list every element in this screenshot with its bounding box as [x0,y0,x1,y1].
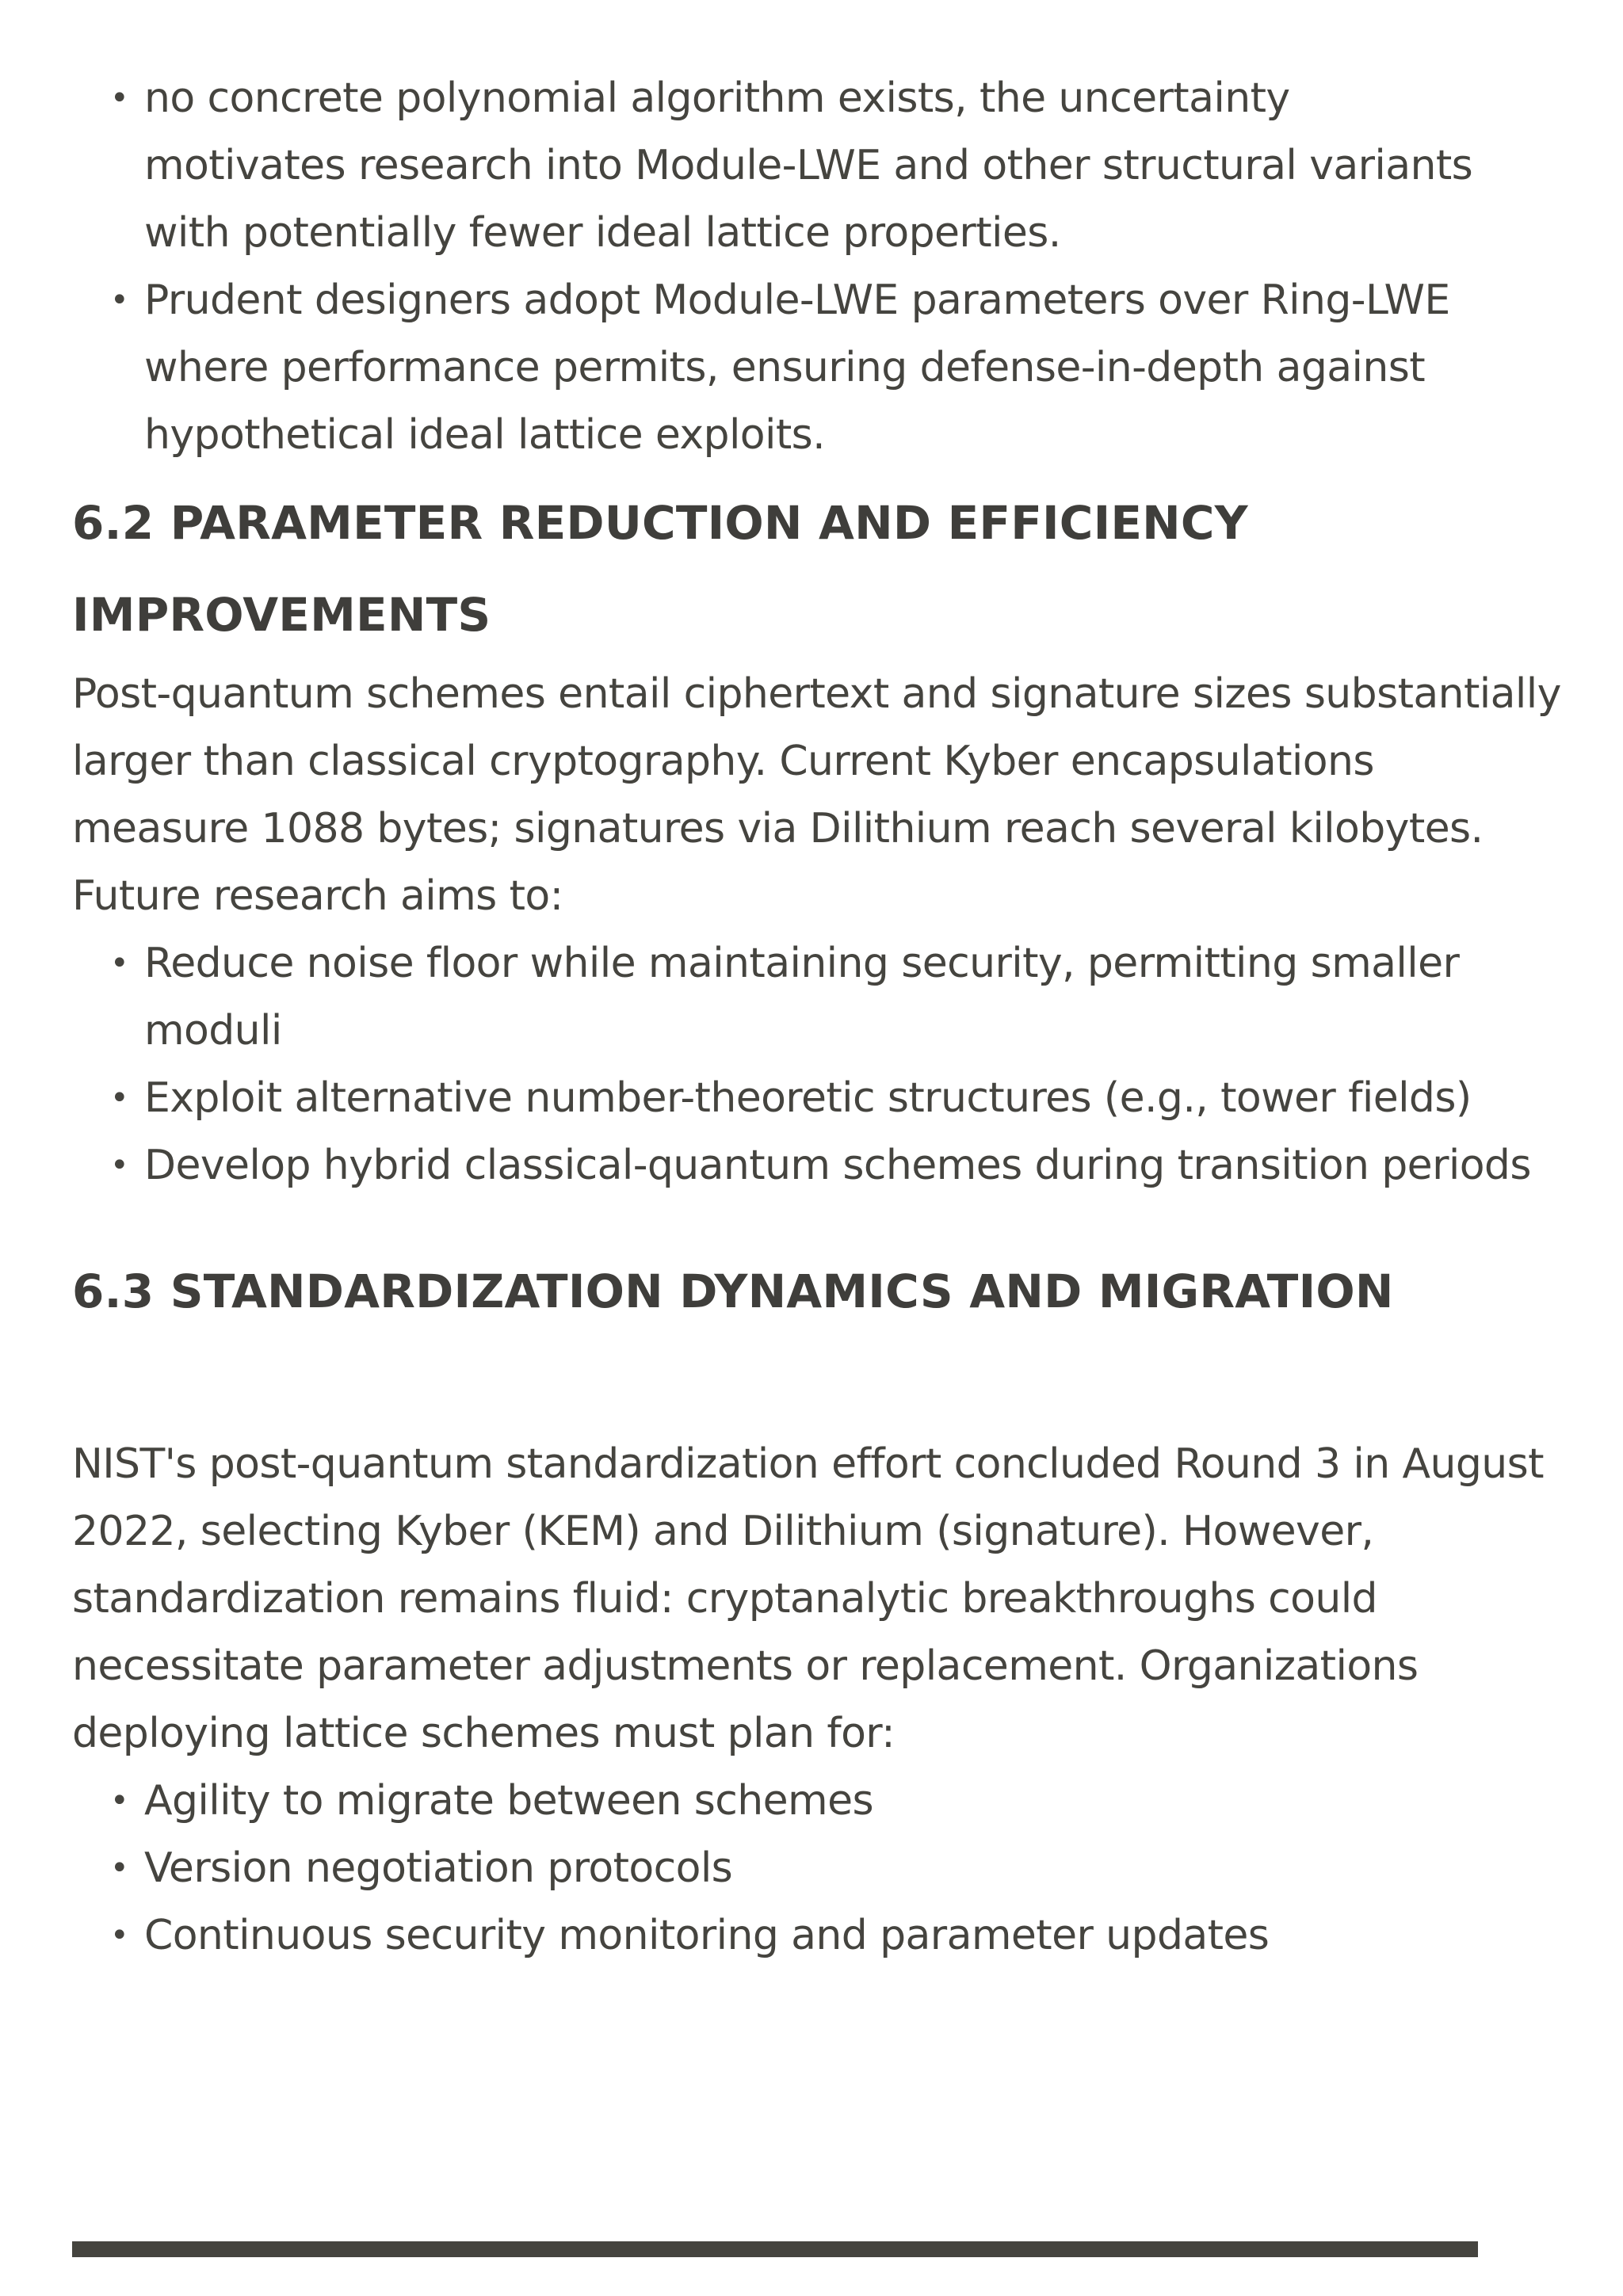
bullet-icon: • [110,282,128,318]
section-6-3-body: NIST's post-quantum standardization effort concluded Round 3 in August 2022, selecting Kyber (KEM) and Dilithium (signature). However, standardization remains fluid: cryptanalytic breakthroughs could necessitate parameter adjustments or replacement. Organizations deploying lattice schemes must plan for: [72,1440,1544,1757]
section-6-2-bullet-list [72,930,1562,1199]
list-item: • Reduce noise floor while maintaining security, permitting smaller moduli [72,930,1562,1065]
list-item: • Develop hybrid classical-quantum schemes during transition periods [72,1132,1562,1199]
bullet-icon: • [110,1783,128,1819]
list-item: • Version negotiation protocols [72,1835,1562,1902]
bullet-icon: • [110,945,128,982]
bullet-icon: • [110,1850,128,1886]
section-6-3-title: 6.3 STANDARDIZATION DYNAMICS AND MIGRATION [72,1264,1394,1318]
bullet-icon: • [110,1147,128,1184]
list-item: • Prudent designers adopt Module-LWE parameters over Ring-LWE where performance permits, ensuring defense-in-depth against hypothetical ideal lattice exploits. [72,267,1499,469]
list-item: • no concrete polynomial algorithm exists, the uncertainty motivates research into Module-LWE and other structural variants with potentially fewer ideal lattice properties. [72,65,1499,267]
list-item: • Exploit alternative number-theoretic structures (e.g., tower fields) [72,1065,1562,1132]
footer-divider [72,2241,1478,2257]
section-6-2-body: Post-quantum schemes entail ciphertext and signature sizes substantially larger than classical cryptography. Current Kyber encapsulations measure 1088 bytes; signatures via Dilithium reach several kilobytes. Future research aims to: [72,670,1561,920]
bullet-icon: • [110,80,128,116]
section-6-3-bullet-list [72,1768,1562,1970]
list-item: • Agility to migrate between schemes [72,1768,1562,1835]
top-bullet-list [72,65,1499,469]
list-item: • Continuous security monitoring and parameter updates [72,1902,1562,1970]
section-6-2-title: 6.2 PARAMETER REDUCTION AND EFFICIENCY IMPROVEMENTS [72,496,1248,642]
bullet-icon: • [110,1080,128,1116]
bullet-icon: • [110,1917,128,1954]
document-page [72,0,1562,1970]
